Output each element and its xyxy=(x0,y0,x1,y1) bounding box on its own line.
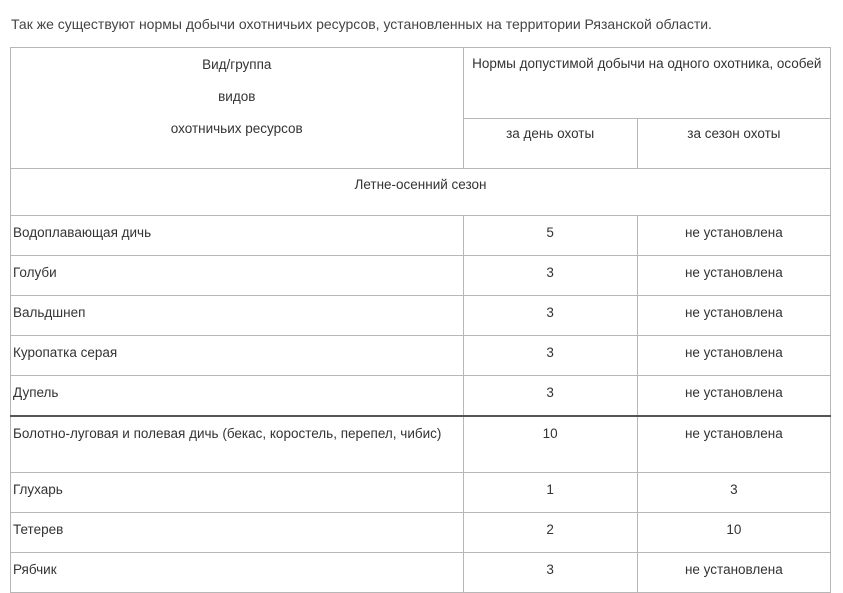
species-name: Болотно-луговая и полевая дичь (бекас, коростель, перепел, чибис) xyxy=(11,416,464,473)
season-limit: 10 xyxy=(637,513,830,553)
season-row xyxy=(11,169,831,216)
table-row xyxy=(11,296,831,336)
season-limit: не установлена xyxy=(637,416,830,473)
table-row xyxy=(11,473,831,513)
header-per-day: за день охоты xyxy=(463,119,637,169)
table-row xyxy=(11,256,831,296)
table-row xyxy=(11,513,831,553)
table-row xyxy=(11,553,831,593)
header-species-line2: видов xyxy=(218,89,256,104)
species-name: Голуби xyxy=(11,256,464,296)
season-limit: не установлена xyxy=(637,256,830,296)
species-name: Глухарь xyxy=(11,473,464,513)
species-name: Водоплавающая дичь xyxy=(11,216,464,256)
season-limit: не установлена xyxy=(637,216,830,256)
header-norms-cell: Нормы допустимой добычи на одного охотника, особей xyxy=(463,48,830,119)
season-label: Летне-осенний сезон xyxy=(11,169,831,216)
day-limit: 1 xyxy=(463,473,637,513)
header-species-cell xyxy=(11,48,464,169)
day-limit: 3 xyxy=(463,553,637,593)
season-limit: не установлена xyxy=(637,553,830,593)
species-name: Дупель xyxy=(11,376,464,417)
header-species-line3: охотничьих ресурсов xyxy=(170,121,303,136)
season-limit: не установлена xyxy=(637,296,830,336)
season-limit: 3 xyxy=(637,473,830,513)
table-row xyxy=(11,416,831,473)
hunting-norms-table xyxy=(10,47,831,593)
day-limit: 3 xyxy=(463,256,637,296)
season-limit: не установлена xyxy=(637,336,830,376)
species-name: Рябчик xyxy=(11,553,464,593)
season-limit: не установлена xyxy=(637,376,830,417)
table-row xyxy=(11,216,831,256)
species-name: Вальдшнеп xyxy=(11,296,464,336)
day-limit: 2 xyxy=(463,513,637,553)
species-name: Тетерев xyxy=(11,513,464,553)
day-limit: 5 xyxy=(463,216,637,256)
header-per-season: за сезон охоты xyxy=(637,119,830,169)
header-species-line1: Вид/группа xyxy=(202,57,272,72)
species-name: Куропатка серая xyxy=(11,336,464,376)
day-limit: 3 xyxy=(463,296,637,336)
table-row xyxy=(11,336,831,376)
table-row xyxy=(11,376,831,417)
intro-text: Так же существуют нормы добычи охотничьих ресурсов, установленных на территории Рязанской области. xyxy=(11,16,712,32)
day-limit: 3 xyxy=(463,336,637,376)
day-limit: 3 xyxy=(463,376,637,417)
day-limit: 10 xyxy=(463,416,637,473)
header-row xyxy=(11,48,831,119)
